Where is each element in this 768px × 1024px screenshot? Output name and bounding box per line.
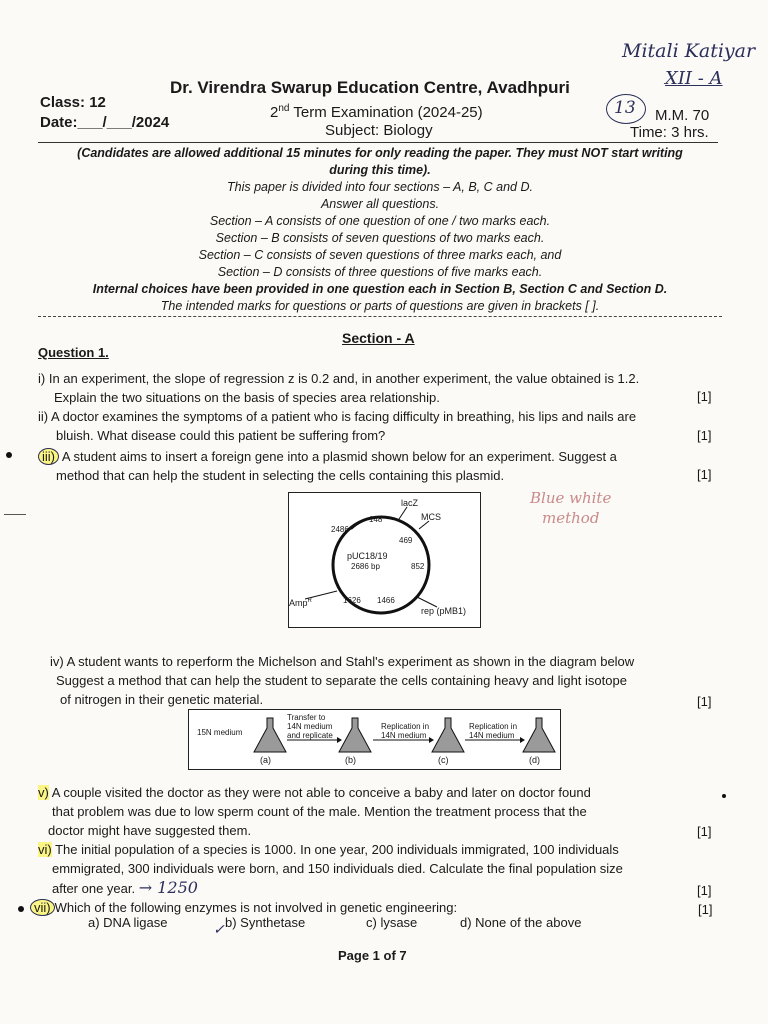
meselson-figure <box>188 709 561 770</box>
max-marks: M.M. 70 <box>655 107 710 124</box>
q3-line2: method that can help the student in selecting the cells containing this plasmid. <box>56 468 505 483</box>
plasmid-852: 852 <box>411 562 425 571</box>
flask-d <box>523 718 555 752</box>
step2-line2: 14N medium <box>381 731 427 740</box>
page-number: Page 1 of 7 <box>338 948 407 963</box>
q6-line1-text: The initial population of a species is 1000. In one year, 200 individuals immigrated, 100 individuals <box>55 842 619 857</box>
school-name: Dr. Virendra Swarup Education Centre, Avadhpuri <box>170 78 570 97</box>
step3-line1: Replication in <box>469 722 518 731</box>
q1-line1: i) In an experiment, the slope of regression z is 0.2 and, in another experiment, the value obtained is 1.2. <box>38 371 640 386</box>
plasmid-amp-label: Amp <box>289 598 308 608</box>
flask-label-c: (c) <box>438 755 449 765</box>
flask-label-a: (a) <box>260 755 271 765</box>
class-label: Class: 12 <box>40 94 106 111</box>
instruction-line: Section – A consists of one question of one / two marks each. <box>209 214 551 228</box>
score: 13 <box>614 98 636 118</box>
question-1-text <box>38 369 718 407</box>
step1-line3: and replicate <box>287 731 333 740</box>
header-rule <box>38 142 718 143</box>
exam-term-number: 2 <box>270 104 279 121</box>
n15-medium-label: 15N medium <box>197 728 243 737</box>
q3-line1-text: A student aims to insert a foreign gene into a plasmid shown below for an experiment. Suggest a <box>61 449 617 464</box>
q6-line2: emmigrated, 300 individuals were born, and 150 individuals died. Calculate the final population size <box>52 861 623 876</box>
flask-a <box>254 718 286 752</box>
q2-marks: [1] <box>697 428 712 443</box>
instructions <box>38 145 722 315</box>
plasmid-amp <box>289 598 312 608</box>
q4-line1: iv) A student wants to reperform the Michelson and Stahl's experiment as shown in the diagram below <box>50 654 635 669</box>
student-class: XII - A <box>665 68 723 89</box>
section-title: Section - A <box>342 330 415 346</box>
question-2-text <box>38 407 718 445</box>
flask-c <box>432 718 464 752</box>
q7-option-c: c) lysase <box>366 915 418 930</box>
q2-line2: bluish. What disease could this patient be suffering from? <box>56 428 386 443</box>
step2-line1: Replication in <box>381 722 430 731</box>
q6-number: vi) <box>38 842 52 857</box>
q6-line1 <box>38 840 728 859</box>
mcs-pointer <box>419 521 429 529</box>
q4-line3: of nitrogen in their genetic material. <box>60 692 264 707</box>
plasmid-name: pUC18/19 <box>347 551 388 561</box>
q7-option-a: a) DNA ligase <box>88 915 168 930</box>
instructions-divider <box>38 316 722 317</box>
student-name: Mitali Katiyar <box>622 40 756 62</box>
plasmid-size: 2686 bp <box>351 562 380 571</box>
question-label: Question 1. <box>38 345 109 360</box>
time-allowed: Time: 3 hrs. <box>630 124 709 141</box>
question-6-text <box>38 840 728 898</box>
q5-number: v) <box>38 785 49 800</box>
instruction-line: Section – B consists of seven questions of two marks each. <box>215 231 545 245</box>
instruction-line: Internal choices have been provided in one question each in Section B, Section C and Section D. <box>92 282 668 296</box>
q7-option-d: d) None of the above <box>460 915 582 930</box>
q3-handwritten-answer <box>530 488 611 528</box>
plasmid-2486: 2486 <box>331 525 349 534</box>
q6-line3 <box>38 878 728 898</box>
flask-label-b: (b) <box>345 755 356 765</box>
question-4-text <box>50 652 720 709</box>
q5-line2: that problem was due to low sperm count of the male. Mention the treatment process that the <box>52 804 587 819</box>
plasmid-rep: rep (pMB1) <box>421 606 467 616</box>
q2-line1: ii) A doctor examines the symptoms of a patient who is facing difficulty in breathing, his lips and nails are <box>38 409 637 424</box>
q1-line2: Explain the two situations on the basis of species area relationship. <box>54 390 440 405</box>
plasmid-lacz: lacZ <box>401 498 419 508</box>
q7-number: vii) <box>30 899 55 916</box>
plasmid-1626: 1626 <box>343 596 361 605</box>
q6-line3-text: after one year. <box>52 881 136 896</box>
exam-term-suffix: nd <box>278 103 290 114</box>
q3-number: iii) <box>38 448 59 465</box>
q3-marks: [1] <box>697 467 712 482</box>
bullet-dot <box>6 452 12 458</box>
q5-line3: doctor might have suggested them. <box>48 823 252 838</box>
exam-term-text: Term Examination (2024-25) <box>293 104 483 121</box>
q6-marks: [1] <box>697 883 712 898</box>
q7-tick-mark: ✓ <box>213 922 225 938</box>
instruction-line: Section – C consists of seven questions of three marks each, and <box>198 248 562 262</box>
instruction-line: Section – D consists of three questions of five marks each. <box>217 265 543 279</box>
plasmid-mcs: MCS <box>421 512 441 522</box>
q5-line1-text: A couple visited the doctor as they were not able to conceive a baby and later on doctor found <box>51 785 591 800</box>
margin-dash <box>4 514 26 515</box>
instruction-line: (Candidates are allowed additional 15 minutes for only reading the paper. They must NOT start writing <box>77 146 683 160</box>
q3-answer-line1: Blue white <box>530 489 612 507</box>
flask-label-d: (d) <box>529 755 540 765</box>
q7-option-b: b) Synthetase <box>225 915 306 930</box>
q7-line1-text: Which of the following enzymes is not involved in genetic engineering: <box>54 900 458 915</box>
subject: Subject: Biology <box>325 122 433 139</box>
q6-handwritten-answer: → 1250 <box>138 878 198 897</box>
date-label: Date:___/___/2024 <box>40 114 170 131</box>
q3-answer-line2: method <box>542 509 600 527</box>
bullet-dot-2 <box>18 906 24 912</box>
plasmid-1466: 1466 <box>377 596 395 605</box>
q1-marks: [1] <box>697 389 712 404</box>
plasmid-469: 469 <box>399 536 413 545</box>
flask-b <box>339 718 371 752</box>
instruction-line: This paper is divided into four sections – A, B, C and D. <box>227 180 533 194</box>
instruction-line: Answer all questions. <box>320 197 440 211</box>
step2-label <box>381 722 429 740</box>
lacz-pointer <box>399 507 407 519</box>
step1-line2: 14N medium <box>287 722 333 731</box>
step1-label <box>287 713 333 740</box>
question-3-text <box>38 447 718 485</box>
q4-line2: Suggest a method that can help the student to separate the cells containing heavy and light isotope <box>56 673 627 688</box>
margin-dot <box>722 794 726 798</box>
plasmid-figure <box>288 492 481 628</box>
q3-line1 <box>38 447 718 466</box>
plasmid-amp-sup: R <box>307 598 312 604</box>
q4-marks: [1] <box>697 694 712 709</box>
q6-answer-value: 1250 <box>157 878 198 897</box>
instruction-line: during this time). <box>329 163 431 177</box>
q5-marks: [1] <box>697 824 712 839</box>
q5-line1 <box>38 783 718 802</box>
step3-label <box>469 722 517 740</box>
q7-marks: [1] <box>698 902 713 917</box>
instruction-line: The intended marks for questions or parts of questions are given in brackets [ ]. <box>160 299 600 313</box>
question-5-text <box>38 783 718 840</box>
plasmid-148: 148 <box>369 515 383 524</box>
exam-title <box>270 103 483 121</box>
step3-line2: 14N medium <box>469 731 515 740</box>
step1-line1: Transfer to <box>287 713 326 722</box>
